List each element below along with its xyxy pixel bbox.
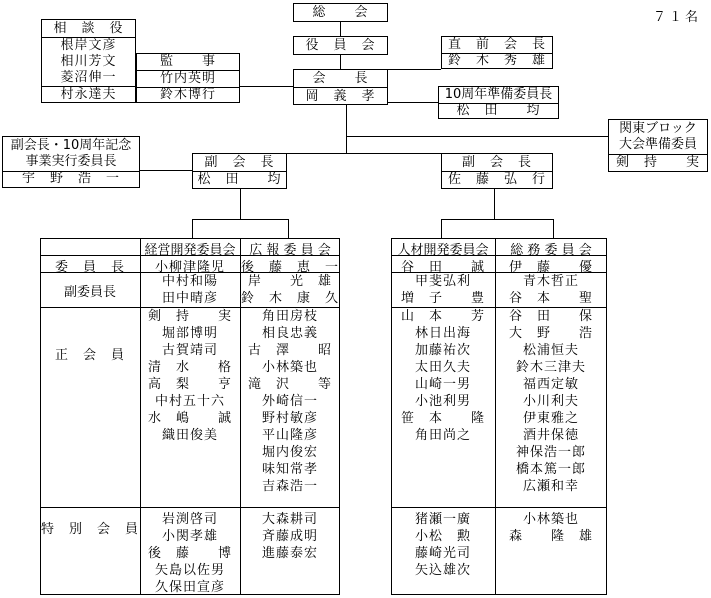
kanto-block-name: 剣 持 実 — [615, 155, 700, 170]
column-header: 広 報 委 員 会 — [249, 243, 331, 258]
member-name: 小松 勲 — [414, 529, 471, 544]
vice-chair-name: 岸 光 雄 — [247, 274, 332, 289]
member-name: 外崎信一 — [261, 394, 318, 409]
committee-table-right — [391, 238, 607, 595]
vice-chair-list — [240, 273, 340, 307]
vp-left-box — [192, 153, 287, 189]
member-name: 古 澤 昭 — [247, 343, 332, 358]
member-name: 岩渕啓司 — [161, 512, 218, 527]
row-label-special: 特 別 会 員 — [40, 522, 139, 537]
row-label-vice-chair: 副委員長 — [63, 285, 116, 300]
kanto-block-line: 関東ブロック — [619, 121, 697, 136]
vice-chair-list — [391, 273, 495, 307]
regular-member-list — [240, 308, 340, 495]
former-president-title: 直 前 会 長 — [447, 37, 546, 52]
member-name: 清 水 格 — [147, 360, 232, 375]
anniversary-prep-name: 松 田 均 — [456, 103, 541, 118]
general-meeting-label: 総 会 — [312, 5, 369, 20]
member-name: 吉森浩一 — [261, 479, 318, 494]
member-name: 小林築也 — [522, 512, 579, 527]
board-label: 役 員 会 — [305, 38, 376, 53]
connector-line — [494, 189, 495, 219]
member-name: 平山隆彦 — [261, 428, 318, 443]
connector-line — [553, 219, 554, 238]
member-name: 谷 田 保 — [508, 309, 593, 324]
committee-table-left — [40, 238, 340, 595]
connector-line — [240, 189, 241, 219]
member-name: 山崎一男 — [414, 377, 471, 392]
vice-chair-name: 田中晴彦 — [161, 291, 218, 306]
member-name: 角田房枝 — [261, 309, 318, 324]
member-name: 織田俊美 — [161, 428, 218, 443]
member-name: 森 隆 雄 — [508, 529, 593, 544]
anniversary-prep-box — [438, 86, 559, 119]
connector-line — [346, 105, 347, 153]
member-name: 味知常孝 — [261, 462, 318, 477]
former-president-name: 鈴 木 秀 雄 — [447, 53, 546, 68]
vp-left-title: 副 会 長 — [204, 155, 275, 170]
advisor-name: 村永達夫 — [60, 87, 117, 102]
table-border — [40, 507, 340, 508]
chair-name: 小柳津隆児 — [154, 260, 225, 275]
member-name: 小関孝雄 — [161, 529, 218, 544]
vp-anniversary-box — [2, 136, 140, 188]
president-title: 会 長 — [312, 71, 369, 86]
auditors-box — [136, 53, 240, 103]
member-name: 猪瀬一廣 — [414, 512, 471, 527]
vp-right-box — [441, 153, 553, 189]
member-count: ７１名 — [652, 10, 701, 25]
member-name: 福西定敏 — [522, 377, 579, 392]
special-member-list — [240, 511, 340, 562]
connector-line — [346, 136, 608, 137]
row-label-regular: 正 会 員 — [54, 348, 125, 363]
anniversary-prep-title: 10周年準備委員長 — [444, 87, 553, 102]
member-name: 小林築也 — [261, 360, 318, 375]
member-name: 角田尚之 — [414, 428, 471, 443]
vice-chair-name: 中村和陽 — [161, 274, 218, 289]
member-name: 相良忠義 — [261, 326, 318, 341]
auditors-title: 監 事 — [159, 54, 216, 69]
vice-chair-list — [140, 273, 240, 307]
connector-line — [340, 22, 341, 36]
advisor-name: 菱沼伸一 — [60, 70, 117, 85]
member-name: 高 梨 亨 — [147, 377, 232, 392]
member-name: 笹 本 隆 — [400, 411, 485, 426]
column-header: 人材開発委員会 — [397, 243, 489, 258]
member-name: 進藤泰宏 — [261, 546, 318, 561]
connector-line — [388, 102, 438, 103]
member-name: 堀部博明 — [161, 326, 218, 341]
regular-member-list — [495, 308, 607, 495]
member-name: 酒井保徳 — [522, 428, 579, 443]
regular-member-list — [391, 308, 495, 444]
member-name: 水 嶋 誠 — [147, 411, 232, 426]
connector-line — [288, 219, 289, 238]
vp-left-name: 松 田 均 — [197, 172, 282, 187]
member-name: 堀内俊宏 — [261, 445, 318, 460]
table-border — [391, 594, 607, 595]
member-name: 広瀬和幸 — [522, 479, 579, 494]
row-label-chair: 委 員 長 — [54, 260, 125, 275]
member-name: 矢島以佐男 — [154, 563, 225, 578]
column-header: 総 務 委 員 会 — [510, 243, 592, 258]
member-name: 小池利男 — [414, 394, 471, 409]
member-name: 橋本篤一郎 — [515, 462, 586, 477]
chair-name: 後 藤 恵 一 — [240, 260, 339, 275]
member-name: 古賀靖司 — [161, 343, 218, 358]
vice-chair-name: 青木哲正 — [522, 274, 579, 289]
connector-line — [192, 219, 193, 238]
member-name: 松浦恒夫 — [522, 343, 579, 358]
special-member-list — [495, 511, 607, 545]
member-name: 野村敏彦 — [261, 411, 318, 426]
member-name: 藤崎光司 — [414, 546, 471, 561]
connector-line — [140, 170, 192, 171]
member-name: 鈴木三津夫 — [515, 360, 586, 375]
connector-line — [192, 219, 288, 220]
auditor-name: 竹内英明 — [159, 71, 216, 86]
advisors-title: 相 談 役 — [53, 21, 124, 36]
vice-chair-list — [495, 273, 607, 307]
member-name: 林日出海 — [414, 326, 471, 341]
member-name: 中村五十六 — [154, 394, 225, 409]
chair-name: 伊 藤 優 — [508, 260, 593, 275]
vp-anniversary-line: 事業実行委員長 — [25, 154, 117, 169]
advisor-name: 根岸文彦 — [60, 38, 117, 53]
member-name: 剣 持 実 — [147, 309, 232, 324]
vp-right-name: 佐 藤 弘 行 — [447, 172, 546, 187]
president-box — [293, 69, 388, 105]
member-name: 久保田宣彦 — [154, 580, 225, 595]
president-name: 岡 義 孝 — [305, 89, 376, 104]
connector-line — [340, 55, 341, 69]
member-name: 小川利夫 — [522, 394, 579, 409]
column-header: 経営開発委員会 — [144, 243, 236, 258]
vice-chair-name: 増 子 豊 — [400, 291, 485, 306]
special-member-list — [140, 511, 240, 596]
kanto-block-box — [608, 119, 708, 172]
member-name: 大森耕司 — [261, 512, 318, 527]
advisors-box — [41, 19, 136, 103]
chair-name: 谷 田 誠 — [400, 260, 485, 275]
vice-chair-name: 鈴 木 康 久 — [240, 291, 339, 306]
special-member-list — [391, 511, 495, 579]
divider — [294, 87, 387, 88]
member-name: 神保浩一郎 — [515, 445, 586, 460]
former-president-box — [441, 36, 553, 69]
member-name: 加藤祐次 — [414, 343, 471, 358]
advisor-name: 相川芳文 — [60, 54, 117, 69]
member-name: 後 藤 博 — [147, 546, 232, 561]
vp-anniversary-name: 宇 野 浩 一 — [21, 171, 120, 186]
connector-line — [441, 219, 442, 238]
kanto-block-line: 大会準備委員 — [618, 137, 697, 152]
board-box — [293, 36, 388, 55]
general-meeting-box — [293, 3, 388, 22]
regular-member-list — [140, 308, 240, 444]
member-name: 山 本 芳 — [400, 309, 485, 324]
auditor-name: 鈴木博行 — [159, 87, 216, 102]
connector-line — [240, 86, 293, 87]
connector-line — [388, 69, 441, 70]
member-name: 滝 沢 等 — [247, 377, 332, 392]
vice-chair-name: 甲斐弘利 — [414, 274, 471, 289]
member-name: 伊東雅之 — [522, 411, 579, 426]
member-name: 矢込雄次 — [414, 563, 471, 578]
table-border — [391, 507, 607, 508]
member-name: 大 野 浩 — [508, 326, 593, 341]
vp-right-title: 副 会 長 — [461, 155, 532, 170]
member-name: 斉藤成明 — [261, 529, 318, 544]
vp-anniversary-line: 副会長・10周年記念 — [10, 138, 132, 153]
member-name: 太田久夫 — [414, 360, 471, 375]
connector-line — [441, 219, 553, 220]
vice-chair-name: 谷 本 聖 — [508, 291, 593, 306]
